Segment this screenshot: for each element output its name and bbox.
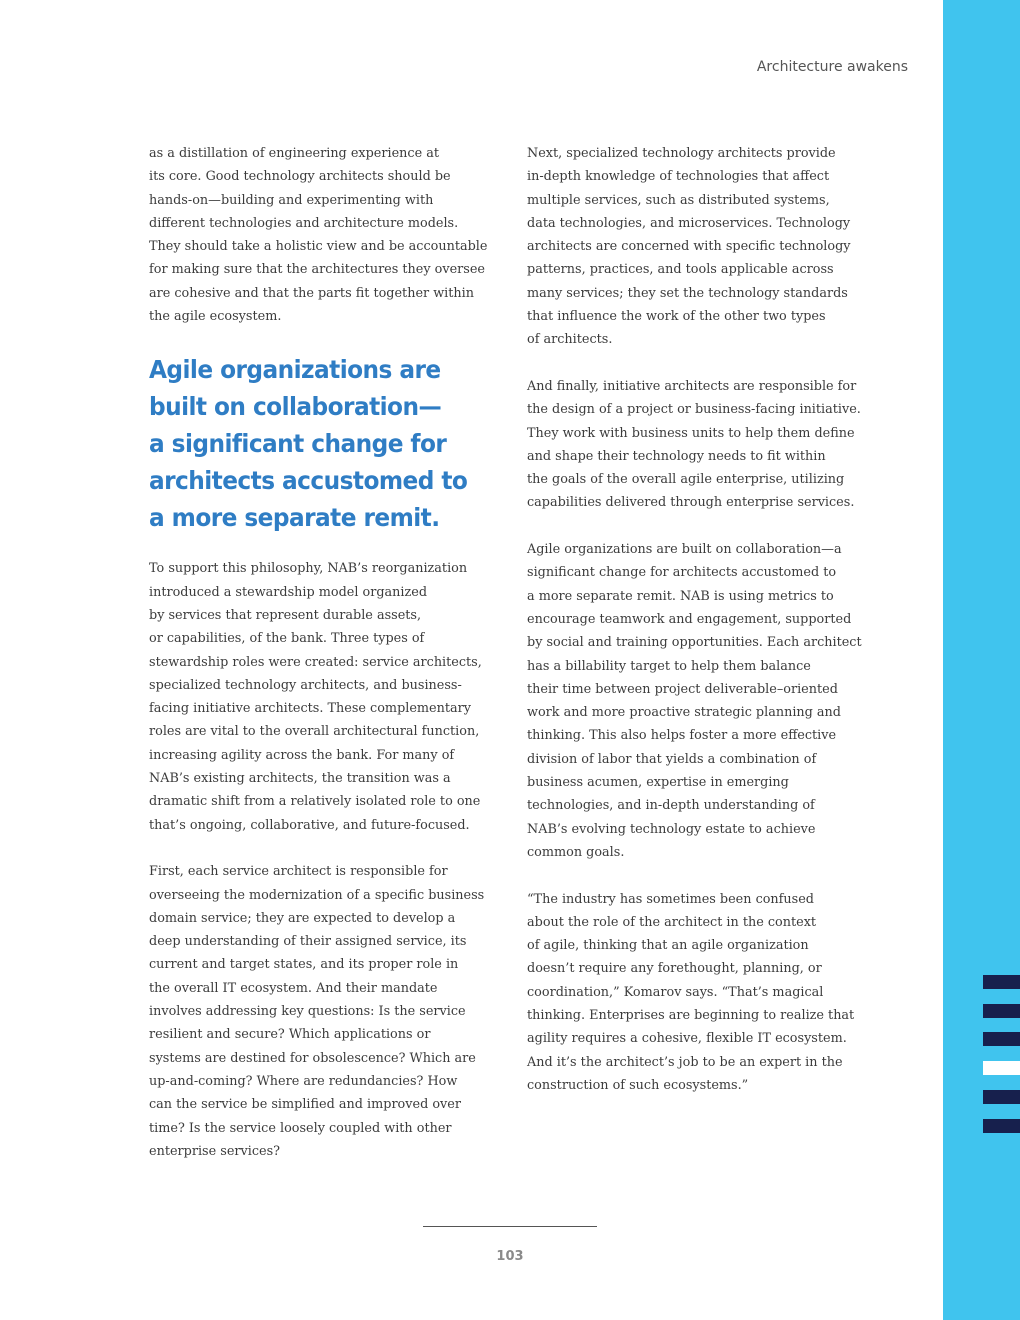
- text-line: the overall IT ecosystem. And their mandate: [149, 980, 438, 996]
- chapter-tab-mark: [983, 1119, 1020, 1133]
- text-line: common goals.: [527, 844, 625, 860]
- text-line: different technologies and architecture models.: [149, 215, 459, 231]
- text-line: And finally, initiative architects are responsible for: [527, 378, 857, 394]
- text-line: a more separate remit. NAB is using metrics to: [527, 588, 834, 604]
- text-line: work and more proactive strategic planning and: [527, 705, 841, 721]
- text-line: First, each service architect is responsible for: [149, 864, 448, 880]
- text-line: division of labor that yields a combination of: [527, 751, 817, 767]
- text-line: To support this philosophy, NAB’s reorganization: [149, 561, 468, 577]
- text-line: business acumen, expertise in emerging: [527, 775, 789, 791]
- text-line: Agile organizations are built on collaboration—a: [527, 542, 842, 558]
- text-line: technologies, and in-depth understanding of: [527, 798, 815, 814]
- chapter-tab-mark: [983, 1032, 1020, 1046]
- text-line: as a distillation of engineering experience at: [149, 146, 439, 161]
- text-line: Agile organizations are: [149, 355, 441, 385]
- text-line: construction of such ecosystems.”: [527, 1077, 749, 1093]
- chapter-tab-mark: [983, 1090, 1020, 1104]
- text-line: And it’s the architect’s job to be an expert in the: [527, 1054, 843, 1070]
- text-line: many services; they set the technology standards: [527, 285, 848, 301]
- text-line: a more separate remit.: [149, 503, 440, 533]
- text-line: of architects.: [527, 332, 613, 348]
- text-line: of agile, thinking that an agile organization: [527, 938, 809, 954]
- text-line: “The industry has sometimes been confused: [527, 891, 814, 907]
- text-line: the design of a project or business-facing initiative.: [527, 402, 861, 418]
- text-line: in-depth knowledge of technologies that affect: [527, 169, 830, 185]
- pull-quote: [149, 351, 470, 536]
- chapter-tab-mark-active: [983, 1061, 1020, 1075]
- text-line: built on collaboration—: [149, 392, 442, 422]
- text-line: current and target states, and its proper role in: [149, 957, 459, 973]
- text-line: encourage teamwork and engagement, supported: [527, 611, 852, 627]
- footer-divider: [423, 1226, 597, 1227]
- text-line: domain service; they are expected to develop a: [149, 910, 456, 926]
- text-line: enterprise services?: [149, 1143, 281, 1159]
- text-line: introduced a stewardship model organized: [149, 584, 428, 600]
- text-line: or capabilities, of the bank. Three types of: [149, 631, 425, 647]
- body-paragraph: [149, 142, 494, 328]
- text-line: dramatic shift from a relatively isolated role to one: [149, 794, 481, 810]
- text-line: a significant change for: [149, 429, 447, 459]
- text-line: are cohesive and that the parts fit together within: [149, 285, 474, 301]
- text-line: the goals of the overall agile enterprise, utilizing: [527, 472, 845, 488]
- text-line: time? Is the service loosely coupled with other: [149, 1120, 452, 1136]
- text-line: architects are concerned with specific technology: [527, 239, 851, 255]
- text-line: its core. Good technology architects should be: [149, 169, 451, 185]
- text-line: up-and-coming? Where are redundancies? How: [149, 1073, 458, 1089]
- running-header: Architecture awakens: [756, 59, 908, 75]
- text-line: They should take a holistic view and be accountable: [149, 239, 488, 255]
- text-line: capabilities delivered through enterprise services.: [527, 495, 855, 511]
- right-column: [527, 142, 867, 1097]
- text-line: patterns, practices, and tools applicable across: [527, 262, 834, 278]
- text-line: has a billability target to help them balance: [527, 658, 811, 674]
- text-line: that influence the work of the other two types: [527, 309, 826, 325]
- text-line: coordination,” Komarov says. “That’s magical: [527, 984, 824, 1000]
- text-line: by services that represent durable assets,: [149, 607, 422, 623]
- text-line: thinking. This also helps foster a more effective: [527, 728, 837, 744]
- text-line: overseeing the modernization of a specific business: [149, 887, 485, 903]
- left-column: [149, 142, 494, 1163]
- body-paragraph: [527, 142, 867, 352]
- text-line: roles are vital to the overall architectural function,: [149, 724, 480, 740]
- chapter-tab-mark: [983, 975, 1020, 989]
- text-line: increasing agility across the bank. For many of: [149, 747, 455, 763]
- body-paragraph: [527, 375, 867, 515]
- body-paragraph: [149, 557, 494, 837]
- text-line: doesn’t require any forethought, planning, or: [527, 961, 822, 977]
- text-line: for making sure that the architectures they oversee: [149, 262, 485, 278]
- text-line: about the role of the architect in the context: [527, 914, 817, 930]
- body-paragraph: [149, 860, 494, 1163]
- text-line: data technologies, and microservices. Technology: [527, 215, 851, 231]
- text-line: systems are destined for obsolescence? Which are: [149, 1050, 476, 1066]
- text-line: Next, specialized technology architects provide: [527, 146, 836, 161]
- text-line: their time between project deliverable–oriented: [527, 681, 838, 697]
- text-line: by social and training opportunities. Each architect: [527, 635, 862, 651]
- text-line: facing initiative architects. These complementary: [149, 701, 471, 717]
- text-line: architects accustomed to: [149, 466, 468, 496]
- page-number: 103: [496, 1249, 524, 1264]
- text-line: resilient and secure? Which applications or: [149, 1027, 431, 1043]
- text-line: agility requires a cohesive, flexible IT ecosystem.: [527, 1031, 847, 1047]
- chapter-tab-mark: [983, 1004, 1020, 1018]
- text-line: that’s ongoing, collaborative, and future-focused.: [149, 817, 470, 833]
- text-line: multiple services, such as distributed systems,: [527, 192, 830, 208]
- text-line: NAB’s existing architects, the transition was a: [149, 771, 451, 787]
- text-line: deep understanding of their assigned service, its: [149, 934, 467, 950]
- text-line: and shape their technology needs to fit within: [527, 448, 826, 464]
- text-line: thinking. Enterprises are beginning to realize that: [527, 1007, 855, 1023]
- text-line: can the service be simplified and improved over: [149, 1097, 461, 1113]
- text-line: NAB’s evolving technology estate to achieve: [527, 821, 816, 837]
- text-line: the agile ecosystem.: [149, 309, 282, 325]
- quote-paragraph: [527, 888, 867, 1098]
- text-line: involves addressing key questions: Is the service: [149, 1004, 466, 1020]
- body-paragraph: [527, 538, 867, 864]
- text-line: hands-on—building and experimenting with: [149, 192, 434, 208]
- text-line: They work with business units to help them define: [527, 425, 855, 441]
- text-line: specialized technology architects, and business-: [149, 677, 462, 693]
- text-line: stewardship roles were created: service architects,: [149, 654, 482, 670]
- text-line: significant change for architects accustomed to: [527, 565, 837, 581]
